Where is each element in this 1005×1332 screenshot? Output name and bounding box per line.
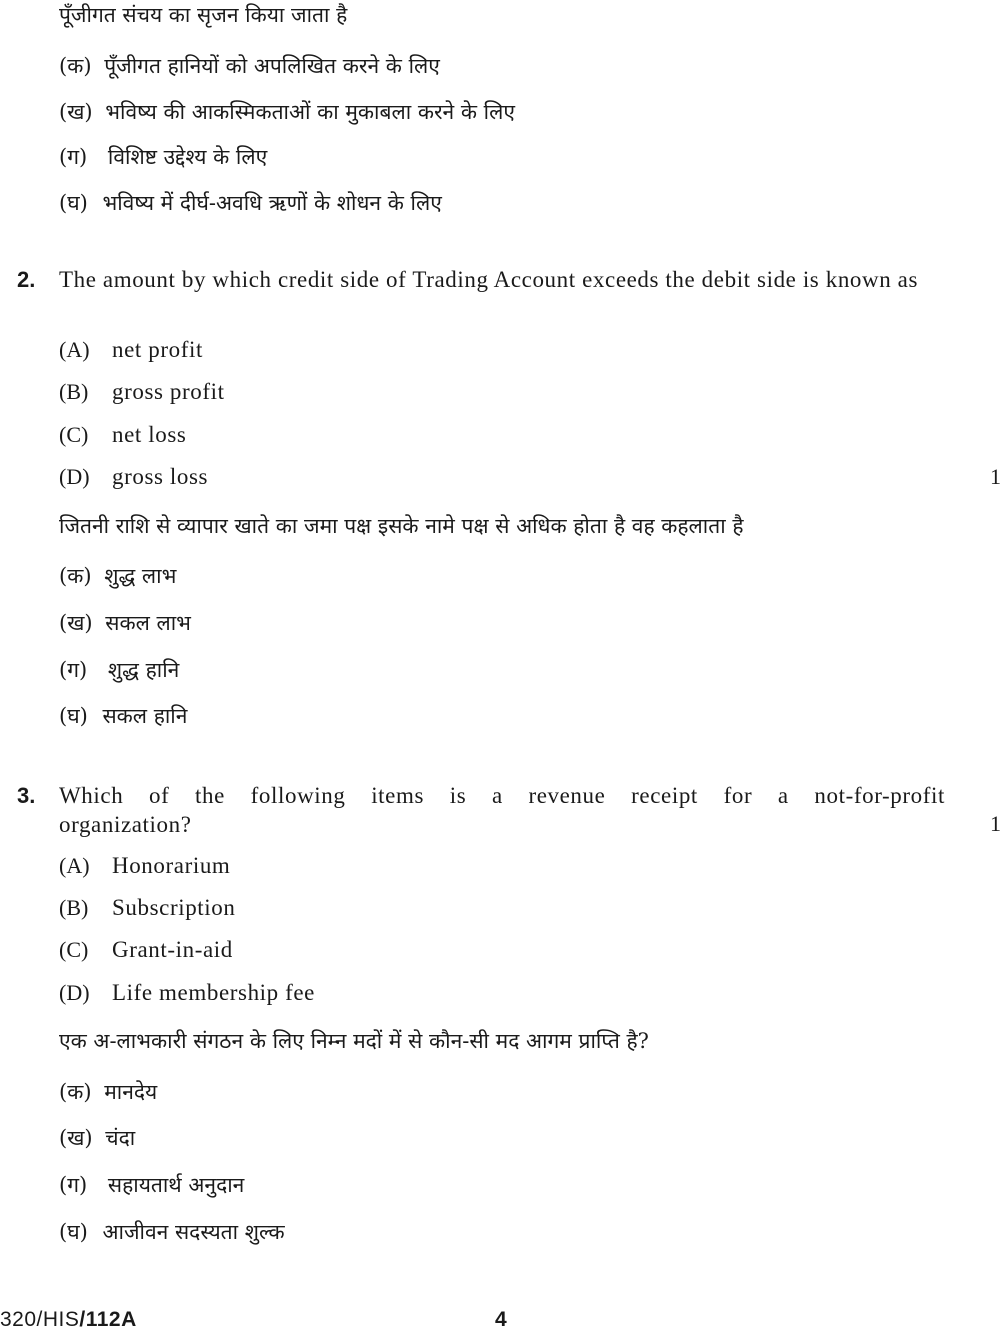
q2-option-d <box>59 463 90 491</box>
option-text: सकल लाभ <box>105 611 191 635</box>
q2-option-d-text: gross loss <box>112 464 209 489</box>
option-label: (B) <box>59 379 89 404</box>
q3-marks: 1 <box>990 811 1001 836</box>
q3-option-c <box>59 936 88 964</box>
q2-option-b-text: gross profit <box>112 379 225 404</box>
q3-option-a-text: Honorarium <box>112 853 231 878</box>
q2-hindi-stem: जितनी राशि से व्यापार खाते का जमा पक्ष इसके नामे पक्ष से अधिक होता है वह कहलाता है <box>59 514 744 538</box>
q3-option-c-text: Grant-in-aid <box>112 937 233 962</box>
q1-hindi-option-kha <box>59 98 515 126</box>
option-label: (क) <box>59 54 92 78</box>
option-label: (D) <box>59 980 90 1005</box>
q3-option-a <box>59 852 90 880</box>
option-label: (A) <box>59 337 90 362</box>
q1-hindi-option-ka <box>59 52 440 80</box>
q3-number: 3. <box>17 783 36 808</box>
option-text: विशिष्ट उद्देश्य के लिए <box>107 145 268 169</box>
option-label: (ग) <box>59 145 88 169</box>
option-text: शुद्ध हानि <box>107 658 180 682</box>
q3-text: Which of the following items is a revenue receipt for a not-for-profit organization? <box>59 783 945 837</box>
q2-hindi-option-gha <box>59 702 187 730</box>
q2-hindi-option-kha <box>59 609 191 637</box>
option-label: (घ) <box>59 704 88 728</box>
option-label: (क) <box>59 564 92 588</box>
option-label: (B) <box>59 895 89 920</box>
option-label: (D) <box>59 464 90 489</box>
q3-hindi-option-ga <box>59 1171 244 1199</box>
q1-hindi-stem: पूँजीगत संचय का सृजन किया जाता है <box>59 3 348 27</box>
q2-hindi-option-ka <box>59 562 176 590</box>
q2-text: The amount by which credit side of Trading Account exceeds the debit side is known as <box>59 267 919 292</box>
option-text: मानदेय <box>104 1080 158 1104</box>
option-text: सहायतार्थ अनुदान <box>107 1173 245 1197</box>
q2-number: 2. <box>17 267 36 292</box>
q3-option-d <box>59 979 90 1007</box>
option-label: (C) <box>59 937 89 962</box>
option-text: भविष्य में दीर्घ-अवधि ऋणों के शोधन के लिए <box>102 191 442 215</box>
option-text: सकल हानि <box>102 704 188 728</box>
option-label: (A) <box>59 853 90 878</box>
paper-code-suffix: /112A <box>79 1308 137 1331</box>
option-text: पूँजीगत हानियों को अपलिखित करने के लिए <box>104 54 440 78</box>
q3-option-b <box>59 894 88 922</box>
q1-hindi-option-gha <box>59 189 442 217</box>
option-label: (ख) <box>59 1126 93 1150</box>
option-label: (C) <box>59 422 89 447</box>
option-label: (ग) <box>59 1173 88 1197</box>
option-text: शुद्ध लाभ <box>104 564 177 588</box>
q3-hindi-option-gha <box>59 1218 285 1246</box>
q3-hindi-stem: एक अ-लाभकारी संगठन के लिए निम्न मदों में से कौन-सी मद आगम प्राप्ति है? <box>59 1029 649 1053</box>
q3-option-b-text: Subscription <box>112 895 236 920</box>
option-label: (ख) <box>59 100 93 124</box>
q3-option-d-text: Life membership fee <box>112 980 315 1005</box>
paper-code-prefix: 320/HIS <box>0 1308 80 1331</box>
q3-hindi-option-ka <box>59 1078 157 1106</box>
option-text: चंदा <box>105 1126 136 1150</box>
paper-code <box>0 1308 137 1332</box>
option-label: (क) <box>59 1080 92 1104</box>
q2-marks: 1 <box>990 464 1001 489</box>
q2-option-a <box>59 336 90 364</box>
option-label: (ख) <box>59 611 93 635</box>
q3-hindi-option-kha <box>59 1124 135 1152</box>
q2-option-c <box>59 421 88 449</box>
option-label: (घ) <box>59 191 88 215</box>
q1-hindi-option-ga <box>59 143 267 171</box>
q2-option-a-text: net profit <box>112 337 203 362</box>
q2-hindi-option-ga <box>59 656 179 684</box>
q2-option-c-text: net loss <box>112 422 187 447</box>
option-text: आजीवन सदस्यता शुल्क <box>102 1220 285 1244</box>
option-label: (घ) <box>59 1220 88 1244</box>
q2-option-b <box>59 378 88 406</box>
page-number: 4 <box>495 1308 507 1331</box>
option-label: (ग) <box>59 658 88 682</box>
option-text: भविष्य की आकस्मिकताओं का मुकाबला करने के लिए <box>105 100 515 124</box>
